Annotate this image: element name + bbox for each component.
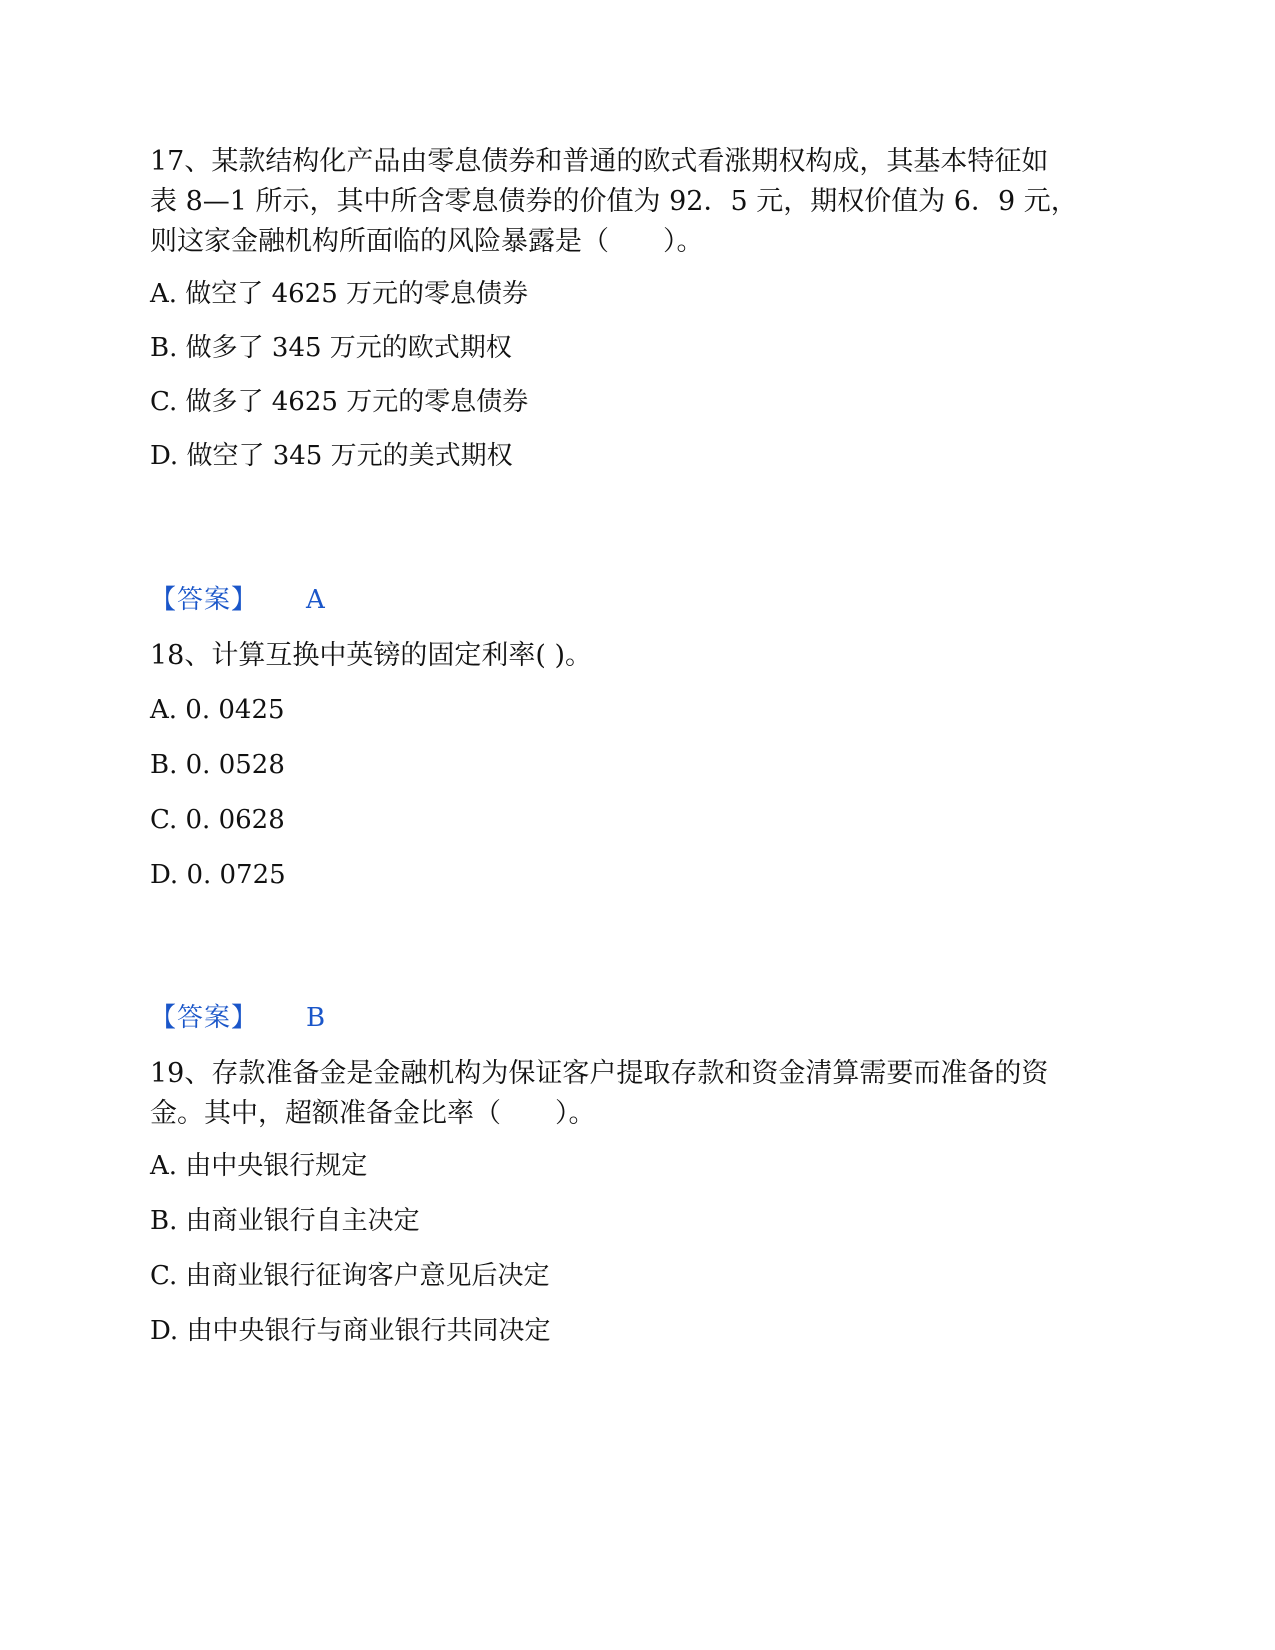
answer-label: 【答案】 bbox=[150, 1003, 259, 1033]
option-c: C. 做多了 4625 万元的零息债券 bbox=[150, 387, 529, 417]
stem-line: 金。其中，超额准备金比率（ ）。 bbox=[150, 1098, 596, 1129]
options-19 bbox=[150, 1146, 1110, 1351]
question-18 bbox=[150, 636, 1110, 676]
stem-line: 17、某款结构化产品由零息债券和普通的欧式看涨期权构成，其基本特征如 bbox=[150, 146, 1049, 177]
options-17 bbox=[150, 274, 1110, 476]
option-d: D. 做空了 345 万元的美式期权 bbox=[150, 441, 513, 471]
option-d: D. 由中央银行与商业银行共同决定 bbox=[150, 1316, 551, 1346]
option-a: A. 做空了 4625 万元的零息债券 bbox=[150, 279, 529, 309]
option-b: B. 做多了 345 万元的欧式期权 bbox=[150, 333, 512, 363]
question-19 bbox=[150, 1054, 1110, 1134]
stem-line: 19、存款准备金是金融机构为保证客户提取存款和资金清算需要而准备的资 bbox=[150, 1058, 1049, 1089]
question-stem bbox=[150, 1054, 1110, 1134]
options-18 bbox=[150, 690, 1110, 895]
answer-18 bbox=[150, 998, 1110, 1038]
option-c: C. 0. 0628 bbox=[150, 805, 285, 835]
answer-17 bbox=[150, 580, 1110, 620]
stem-line: 18、计算互换中英镑的固定利率( )。 bbox=[150, 640, 593, 671]
question-stem bbox=[150, 636, 1110, 676]
option-a: A. 由中央银行规定 bbox=[150, 1151, 368, 1181]
option-a: A. 0. 0425 bbox=[150, 695, 285, 725]
option-c: C. 由商业银行征询客户意见后决定 bbox=[150, 1261, 550, 1291]
question-17 bbox=[150, 142, 1110, 262]
answer-label: 【答案】 bbox=[150, 585, 259, 615]
answer-value: B bbox=[306, 1003, 326, 1033]
option-b: B. 0. 0528 bbox=[150, 750, 285, 780]
answer-value: A bbox=[306, 585, 325, 615]
stem-line: 表 8—1 所示，其中所含零息债券的价值为 92．5 元，期权价值为 6．9 元， bbox=[150, 186, 1078, 217]
option-d: D. 0. 0725 bbox=[150, 860, 286, 890]
option-b: B. 由商业银行自主决定 bbox=[150, 1206, 420, 1236]
stem-line: 则这家金融机构所面临的风险暴露是（ ）。 bbox=[150, 226, 704, 257]
question-stem bbox=[150, 142, 1110, 262]
